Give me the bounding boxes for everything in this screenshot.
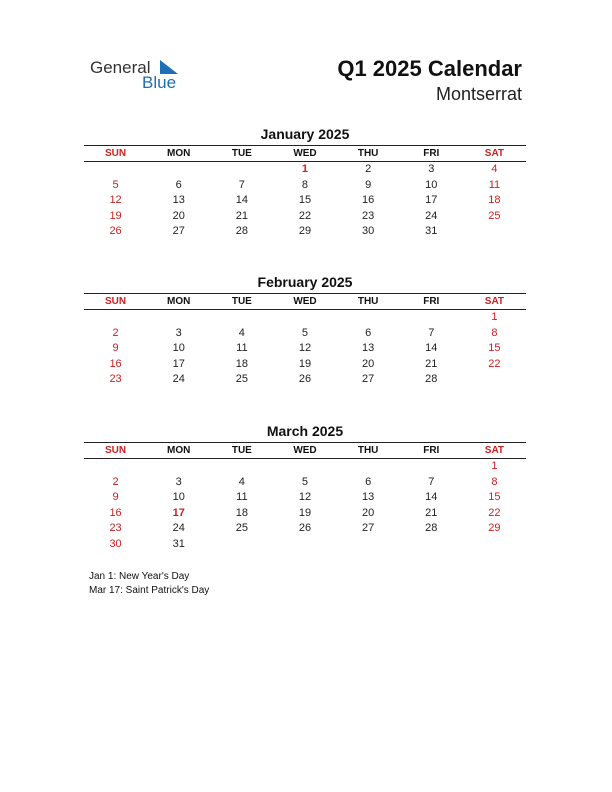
day-cell: 3 — [428, 163, 435, 175]
day-cell: 16 — [362, 194, 375, 207]
day-cell: 5 — [301, 326, 309, 339]
week-row — [84, 459, 526, 475]
holiday-notes — [89, 570, 209, 598]
holiday-note: Jan 1: New Year's Day — [89, 571, 190, 582]
month-block — [84, 422, 526, 553]
page-title: Q1 2025 Calendar — [337, 56, 522, 81]
day-cell: 25 — [235, 522, 248, 535]
weekday-label: THU — [357, 296, 379, 307]
day-cell: 27 — [362, 373, 375, 386]
day-cell: 28 — [425, 373, 438, 386]
day-cell: 14 — [235, 194, 248, 207]
day-cell: 3 — [175, 475, 182, 488]
weekday-header — [84, 442, 526, 459]
day-cell: 1 — [491, 460, 498, 472]
day-cell: 12 — [298, 491, 312, 504]
holiday-note: Mar 17: Saint Patrick's Day — [89, 585, 210, 596]
month-block — [84, 273, 526, 388]
day-cell — [273, 459, 336, 475]
day-cell: 14 — [425, 491, 438, 504]
weekday-label: WED — [293, 445, 317, 456]
logo-word-general: General — [90, 58, 151, 77]
day-cell: 24 — [172, 522, 185, 535]
day-cell: 22 — [488, 357, 501, 370]
day-cell: 31 — [425, 225, 438, 238]
day-cell: 21 — [425, 357, 438, 370]
day-cell: 6 — [365, 326, 372, 339]
day-cell: 11 — [488, 178, 501, 191]
week-row — [84, 490, 526, 506]
day-cell: 7 — [238, 178, 245, 191]
weekday-label: THU — [357, 148, 379, 159]
day-cell: 17 — [172, 357, 185, 370]
day-cell — [463, 537, 526, 553]
day-cell: 4 — [238, 475, 245, 488]
logo-word-blue: Blue — [142, 73, 177, 92]
day-cell — [210, 537, 273, 553]
day-cell — [463, 372, 526, 388]
day-cell: 26 — [298, 373, 312, 386]
day-cell — [400, 459, 463, 475]
day-cell: 26 — [109, 225, 122, 238]
week-row — [84, 193, 526, 209]
day-cell: 24 — [172, 373, 185, 386]
day-cell: 15 — [298, 194, 312, 207]
week-row — [84, 372, 526, 388]
day-cell: 3 — [175, 326, 182, 339]
day-cell: 12 — [298, 342, 312, 355]
week-row — [84, 162, 526, 178]
page-subtitle: Montserrat — [435, 84, 522, 104]
week-row — [84, 537, 526, 553]
day-cell — [400, 537, 463, 553]
day-cell: 4 — [238, 326, 245, 339]
day-cell: 23 — [109, 522, 122, 535]
day-cell: 29 — [298, 225, 312, 238]
day-cell: 21 — [235, 209, 248, 222]
day-cell — [210, 459, 273, 475]
day-cell: 1 — [491, 311, 498, 323]
day-cell: 1 — [301, 163, 309, 175]
weekday-header — [84, 293, 526, 310]
day-cell: 19 — [298, 357, 312, 370]
day-cell: 23 — [109, 373, 122, 386]
day-cell: 12 — [109, 194, 122, 207]
day-cell — [337, 459, 400, 475]
day-cell: 6 — [365, 475, 372, 488]
day-cell: 6 — [175, 178, 182, 191]
weekday-label: THU — [357, 445, 379, 456]
day-cell: 11 — [236, 491, 248, 504]
day-cell: 17 — [425, 194, 438, 207]
week-row — [84, 310, 526, 326]
week-row — [84, 475, 526, 491]
day-cell: 27 — [172, 225, 185, 238]
day-cell: 19 — [109, 209, 122, 222]
day-cell: 28 — [425, 522, 438, 535]
day-cell: 18 — [235, 506, 248, 519]
weekday-label: SUN — [105, 445, 127, 456]
day-cell — [273, 537, 336, 553]
day-cell: 31 — [172, 537, 185, 550]
week-row — [84, 326, 526, 342]
week-row — [84, 209, 526, 225]
day-cell: 20 — [362, 506, 375, 519]
weekday-label: SAT — [484, 296, 505, 307]
day-cell: 13 — [172, 194, 185, 207]
day-cell: 20 — [362, 357, 375, 370]
week-row — [84, 224, 526, 240]
day-cell — [463, 224, 526, 240]
day-cell: 16 — [109, 506, 122, 519]
day-cell: 8 — [491, 475, 498, 488]
month-title: January 2025 — [260, 126, 350, 142]
day-cell: 14 — [425, 342, 438, 355]
day-cell: 19 — [298, 506, 312, 519]
day-cell — [147, 459, 210, 475]
day-cell: 2 — [365, 163, 372, 175]
weekday-label: TUE — [231, 445, 252, 456]
weekday-label: MON — [167, 296, 191, 307]
day-cell: 20 — [172, 209, 185, 222]
day-cell: 8 — [301, 178, 309, 191]
day-cell — [84, 459, 147, 475]
day-cell: 18 — [488, 194, 501, 207]
day-cell: 15 — [488, 491, 501, 504]
week-row — [84, 506, 526, 522]
day-cell — [273, 310, 336, 326]
weekday-label: TUE — [231, 296, 252, 307]
weekday-label: FRI — [423, 445, 440, 456]
month-block — [84, 125, 526, 240]
weekday-label: MON — [167, 445, 191, 456]
weekday-label: SUN — [105, 148, 127, 159]
weekday-label: SAT — [484, 445, 505, 456]
day-cell: 5 — [301, 475, 309, 488]
weekday-label: SAT — [484, 148, 505, 159]
week-row — [84, 357, 526, 373]
day-cell: 18 — [235, 357, 248, 370]
day-cell: 13 — [362, 491, 375, 504]
day-cell: 29 — [488, 522, 501, 535]
day-cell — [84, 310, 147, 326]
day-cell — [337, 310, 400, 326]
day-cell: 30 — [109, 537, 122, 550]
day-cell: 7 — [428, 475, 435, 488]
day-cell: 30 — [362, 225, 375, 238]
day-cell: 26 — [298, 522, 312, 535]
day-cell: 28 — [235, 225, 248, 238]
day-cell: 15 — [488, 342, 501, 355]
day-cell: 13 — [362, 342, 375, 355]
day-cell — [147, 310, 210, 326]
day-cell: 9 — [365, 178, 372, 191]
day-cell — [210, 310, 273, 326]
day-cell: 10 — [425, 178, 438, 191]
weekday-header — [84, 145, 526, 162]
day-cell: 22 — [298, 209, 312, 222]
weekday-label: SUN — [105, 296, 127, 307]
week-row — [84, 178, 526, 194]
day-cell: 5 — [112, 178, 119, 191]
day-cell: 9 — [112, 342, 119, 355]
day-cell: 24 — [425, 209, 438, 222]
day-cell: 7 — [428, 326, 435, 339]
day-cell — [147, 162, 210, 178]
weekday-label: WED — [293, 148, 317, 159]
day-cell: 4 — [491, 163, 498, 175]
day-cell — [210, 162, 273, 178]
month-title: February 2025 — [257, 274, 353, 290]
weekday-label: MON — [167, 148, 191, 159]
day-cell: 25 — [235, 373, 248, 386]
logo — [90, 56, 200, 96]
day-cell: 11 — [236, 342, 248, 355]
day-cell: 9 — [112, 491, 119, 504]
day-cell: 17 — [172, 506, 185, 519]
day-cell: 8 — [491, 326, 498, 339]
day-cell: 25 — [488, 209, 501, 222]
weekday-label: FRI — [423, 148, 440, 159]
day-cell: 23 — [362, 209, 375, 222]
weekday-label: WED — [293, 296, 317, 307]
day-cell — [400, 310, 463, 326]
day-cell: 27 — [362, 522, 375, 535]
day-cell: 2 — [112, 475, 119, 488]
weekday-label: FRI — [423, 296, 440, 307]
month-title: March 2025 — [266, 423, 344, 439]
day-cell: 10 — [172, 491, 185, 504]
day-cell: 10 — [172, 342, 185, 355]
week-row — [84, 341, 526, 357]
day-cell — [84, 162, 147, 178]
day-cell: 2 — [112, 326, 119, 339]
weekday-label: TUE — [231, 148, 252, 159]
day-cell: 16 — [109, 357, 122, 370]
week-row — [84, 521, 526, 537]
day-cell: 22 — [488, 506, 501, 519]
day-cell — [337, 537, 400, 553]
day-cell: 21 — [425, 506, 438, 519]
